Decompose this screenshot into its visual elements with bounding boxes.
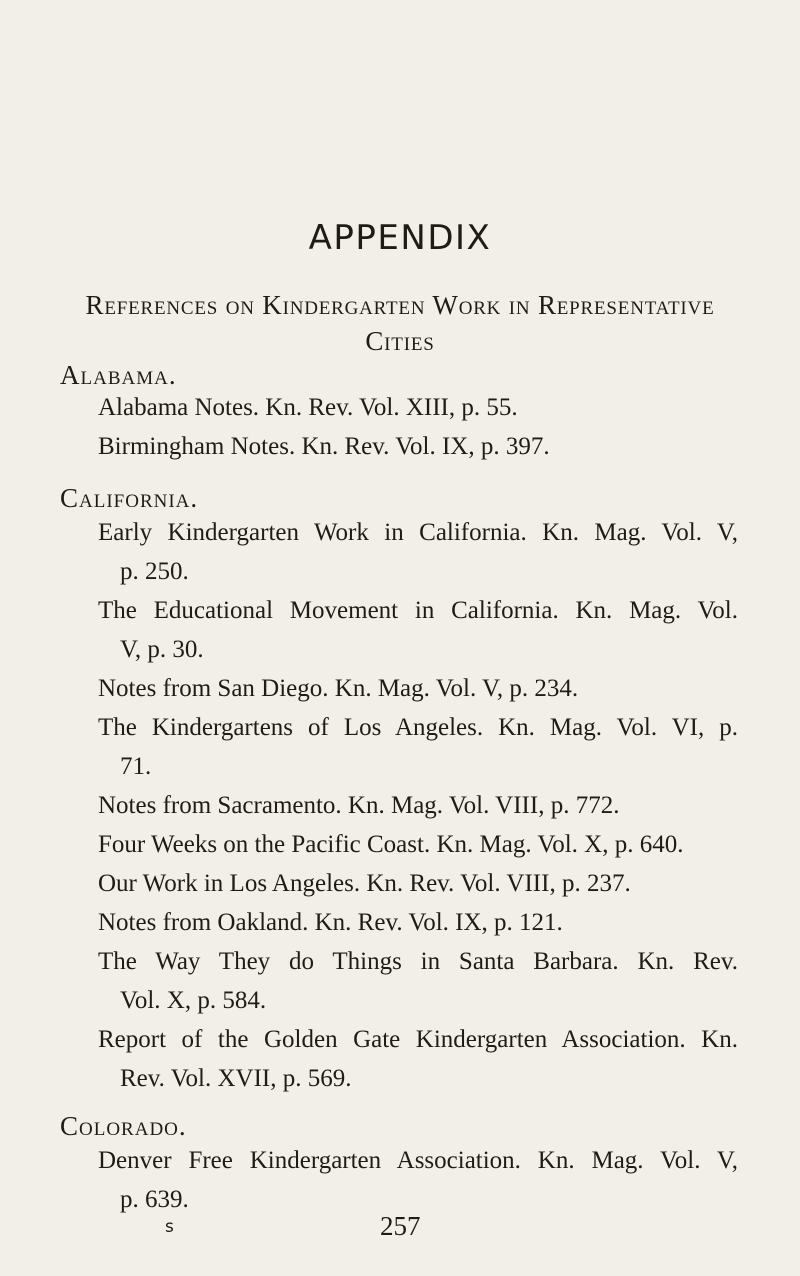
references-heading-line-2: Cities — [365, 326, 435, 356]
page-number: 257 — [380, 1211, 421, 1241]
appendix-title: APPENDIX — [308, 218, 492, 258]
reference-entry-continuation: Rev. Vol. XVII, p. 569. — [120, 1065, 352, 1092]
reference-entry: Notes from Sacramento. Kn. Mag. Vol. VIII, p. 772. — [98, 792, 620, 819]
state-heading-alabama: Alabama. — [60, 360, 177, 390]
reference-entry: Notes from San Diego. Kn. Mag. Vol. V, p. 234. — [98, 675, 579, 702]
reference-entry: Report of the Golden Gate Kindergarten Association. Kn. — [98, 1026, 738, 1053]
reference-entry: Alabama Notes. Kn. Rev. Vol. XIII, p. 55. — [98, 394, 518, 421]
reference-entry: The Kindergartens of Los Angeles. Kn. Mag. Vol. VI, p. — [98, 714, 738, 741]
reference-entry: Denver Free Kindergarten Association. Kn. Mag. Vol. V, — [98, 1147, 738, 1174]
reference-entry: Early Kindergarten Work in California. Kn. Mag. Vol. V, — [98, 519, 738, 546]
reference-entry-continuation: V, p. 30. — [120, 636, 204, 663]
reference-entry: Birmingham Notes. Kn. Rev. Vol. IX, p. 397. — [98, 433, 550, 460]
reference-entry: The Educational Movement in California. Kn. Mag. Vol. — [98, 597, 738, 624]
signature-mark: s — [165, 1217, 174, 1237]
state-heading-colorado: Colorado. — [60, 1111, 187, 1141]
reference-entry-continuation: p. 639. — [120, 1186, 189, 1213]
reference-entry-continuation: Vol. X, p. 584. — [120, 987, 267, 1014]
references-heading-line-1: References on Kindergarten Work in Representative — [85, 290, 715, 320]
reference-entry: Notes from Oakland. Kn. Rev. Vol. IX, p. 121. — [98, 909, 563, 936]
reference-entry: Our Work in Los Angeles. Kn. Rev. Vol. VIII, p. 237. — [98, 870, 631, 897]
state-heading-california: California. — [60, 483, 199, 513]
reference-entry: Four Weeks on the Pacific Coast. Kn. Mag. Vol. X, p. 640. — [98, 831, 684, 858]
reference-entry-continuation: p. 250. — [120, 558, 189, 585]
reference-entry-continuation: 71. — [120, 753, 152, 780]
reference-entry: The Way They do Things in Santa Barbara. Kn. Rev. — [98, 948, 738, 975]
